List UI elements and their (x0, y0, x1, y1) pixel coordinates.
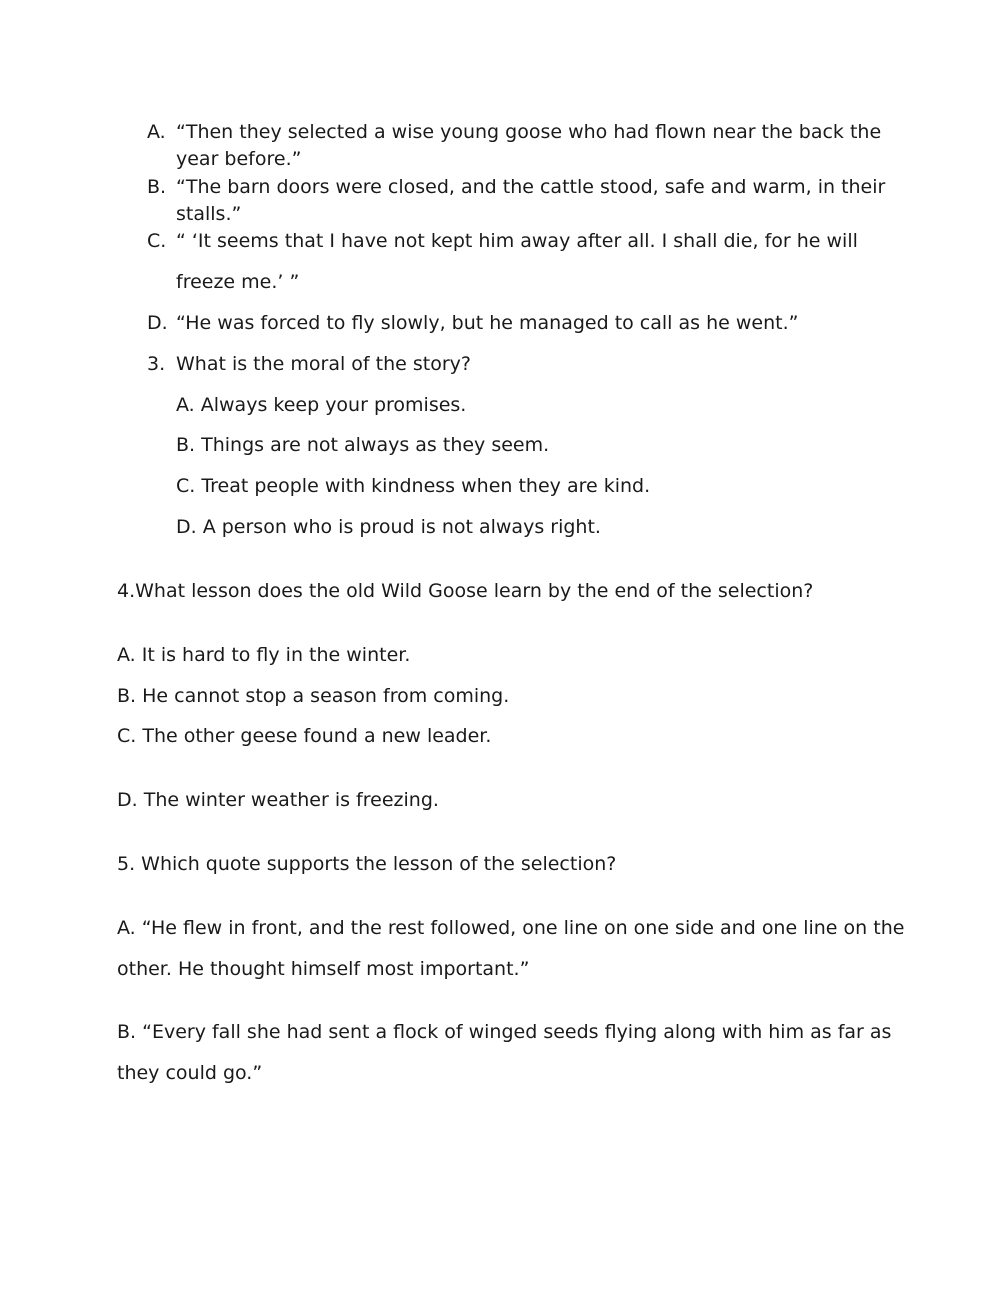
q2-option-c-line2: freeze me.’ ” (176, 271, 300, 293)
q4-option-b: B. He cannot stop a season from coming. (117, 685, 510, 707)
q2-option-c-line1: “ ‘It seems that I have not kept him away after all. I shall die, for he will (176, 230, 858, 252)
q4-option-c: C. The other geese found a new leader. (117, 725, 492, 747)
q2-option-b-letter: B. (147, 176, 167, 198)
q5-option-a-line2: other. He thought himself most important.” (117, 958, 530, 980)
q2-option-a-line1: “Then they selected a wise young goose who had flown near the back the (176, 121, 882, 143)
q5-option-b-line1: B. “Every fall she had sent a flock of winged seeds flying along with him as far as (117, 1021, 892, 1043)
q3-option-b: B. Things are not always as they seem. (176, 434, 550, 456)
q4-option-d: D. The winter weather is freezing. (117, 789, 439, 811)
q2-option-a-line2: year before.” (176, 148, 302, 170)
q2-option-b-line1: “The barn doors were closed, and the cattle stood, safe and warm, in their (176, 176, 886, 198)
q5-option-a-line1: A. “He flew in front, and the rest followed, one line on one side and one line on the (117, 917, 905, 939)
q4-question: 4.What lesson does the old Wild Goose learn by the end of the selection? (117, 580, 814, 602)
q3-option-c: C. Treat people with kindness when they are kind. (176, 475, 651, 497)
q2-option-b-line2: stalls.” (176, 203, 242, 225)
q3-option-a: A. Always keep your promises. (176, 394, 467, 416)
q5-option-b-line2: they could go.” (117, 1062, 263, 1084)
q2-option-c-letter: C. (147, 230, 167, 252)
q4-option-a: A. It is hard to fly in the winter. (117, 644, 411, 666)
q5-question: 5. Which quote supports the lesson of the selection? (117, 853, 617, 875)
q3-question: What is the moral of the story? (176, 353, 471, 375)
q2-option-d-letter: D. (147, 312, 168, 334)
q3-option-d: D. A person who is proud is not always right. (176, 516, 601, 538)
q2-option-a-letter: A. (147, 121, 166, 143)
q2-option-d-line1: “He was forced to fly slowly, but he managed to call as he went.” (176, 312, 799, 334)
q3-number: 3. (147, 353, 166, 375)
